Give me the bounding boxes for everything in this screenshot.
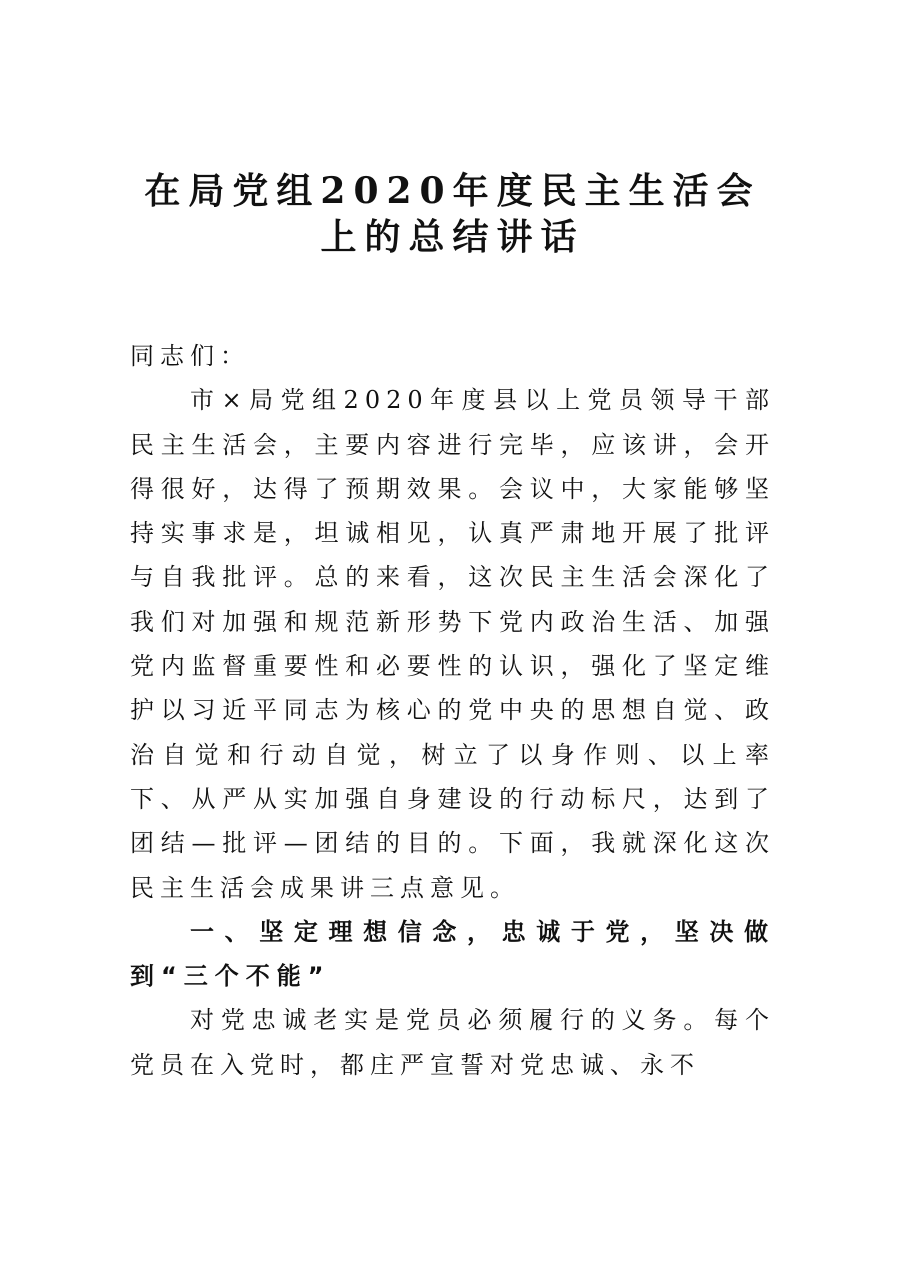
section-heading-1: 一、坚定理想信念，忠诚于党，坚决做到“三个不能” <box>130 917 775 991</box>
title-line-1: 在局党组2020年度民主生活会 <box>144 170 761 212</box>
title-line-2: 上的总结讲话 <box>320 216 585 258</box>
document-title <box>130 168 775 260</box>
salutation: 同志们： <box>130 342 250 370</box>
document-body <box>130 334 775 1087</box>
paragraph-opening: 市×局党组2020年度县以上党员领导干部民主生活会，主要内容进行完毕，应该讲，会开得很好，达得了预期效果。会议中，大家能够坚持实事求是，坦诚相见，认真严肃地开展了批评与自我批评。总的来看，这次民主生活会深化了我们对加强和规范新形势下党内政治生活、加强党内监督重要性和必要性的认识，强化了坚定维护以习近平同志为核心的党中央的思想自觉、政治自觉和行动自觉，树立了以身作则、以上率下、从严从实加强自身建设的行动标尺，达到了团结—批评—团结的目的。下面，我就深化这次民主生活会成果讲三点意见。 <box>130 386 775 902</box>
paragraph-section-1: 对党忠诚老实是党员必须履行的义务。每个党员在入党时，都庄严宣誓对党忠诚、永不 <box>130 1006 775 1079</box>
